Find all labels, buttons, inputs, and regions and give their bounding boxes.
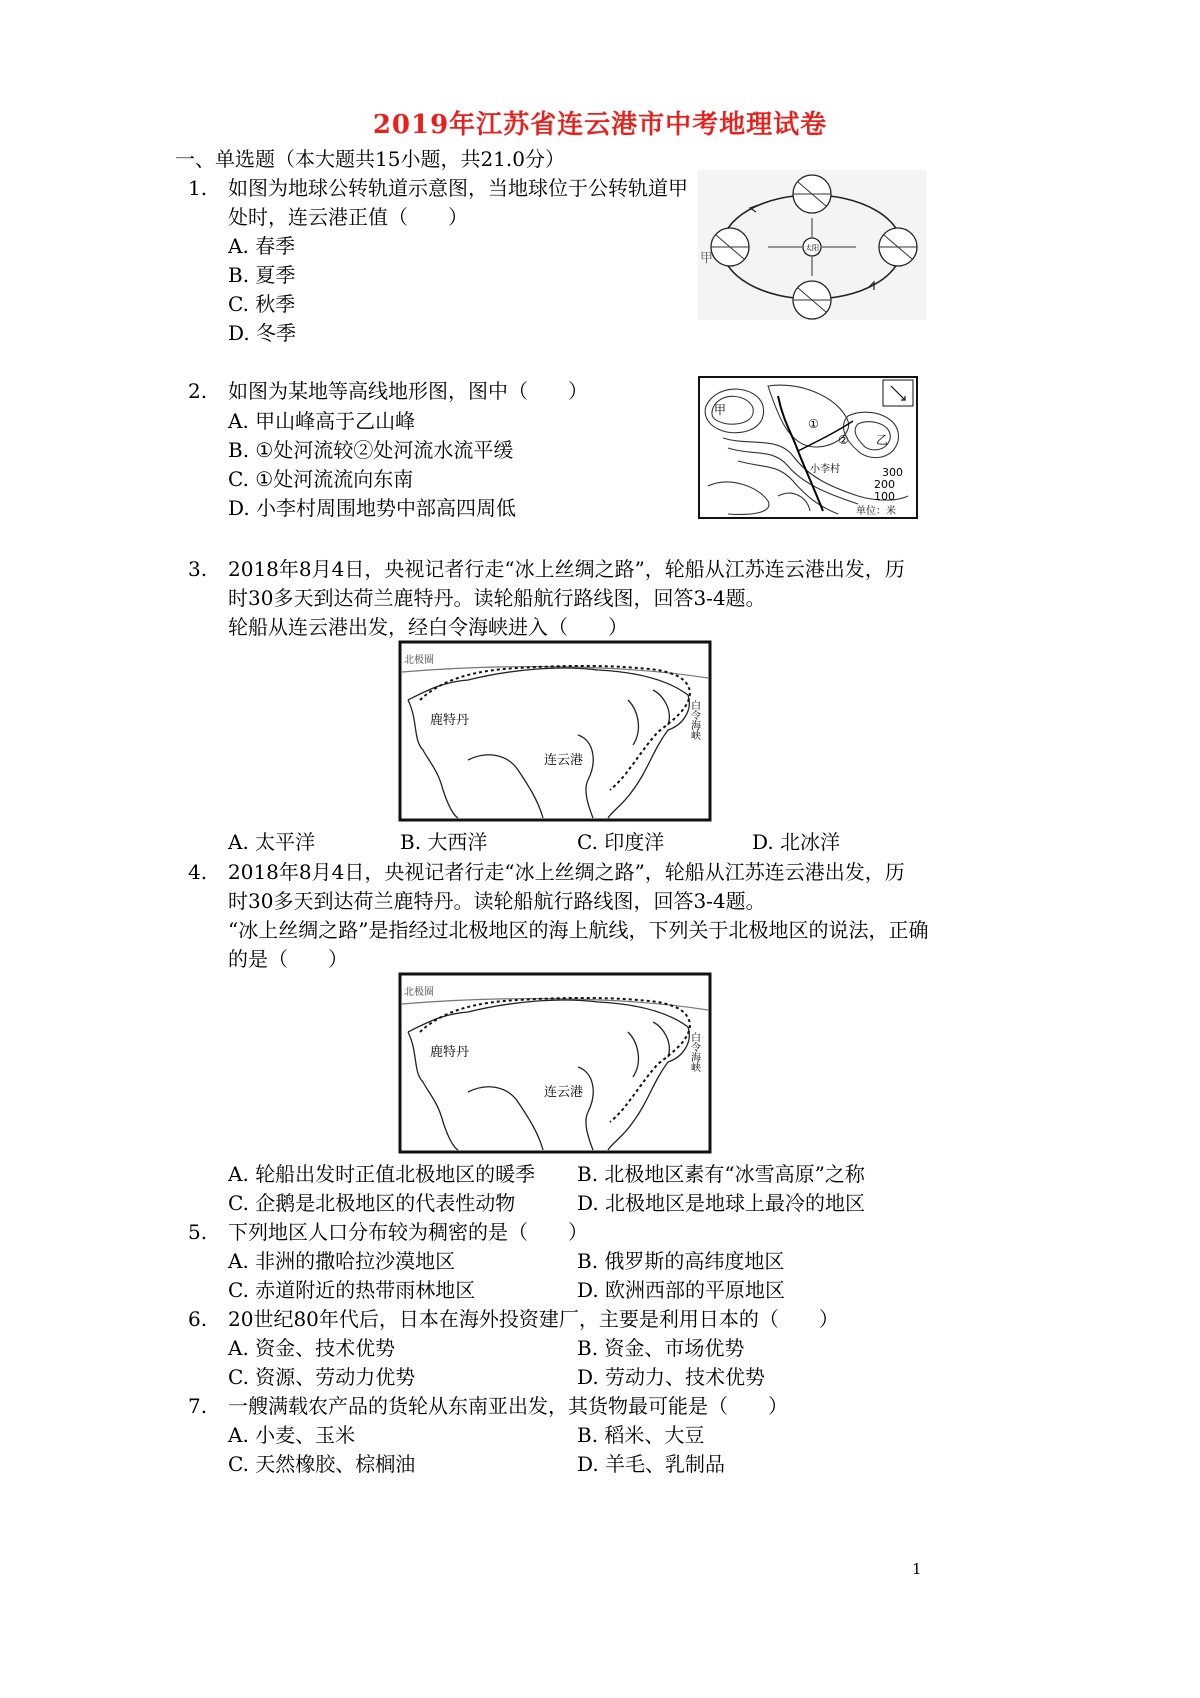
- question-text: 轮船从连云港出发，经白令海峡进入（ ）: [228, 615, 628, 639]
- question-number: 1.: [188, 176, 208, 200]
- contour-300: 300: [882, 466, 903, 479]
- question-number: 4.: [188, 860, 208, 884]
- question-text: 处时，连云港正值（ ）: [228, 205, 468, 229]
- lianyungang-label: 连云港: [544, 1085, 584, 1100]
- option-b[interactable]: B. ①处河流较②处河流水流平缓: [228, 438, 514, 462]
- question-number: 5.: [188, 1220, 208, 1244]
- question-text: 时30多天到达荷兰鹿特丹。读轮船航行路线图，回答3-4题。: [228, 889, 766, 913]
- option-c[interactable]: C. 赤道附近的热带雨林地区: [228, 1278, 476, 1302]
- option-a[interactable]: A. 轮船出发时正值北极地区的暖季: [228, 1162, 536, 1186]
- unit-label: 单位：米: [856, 506, 896, 517]
- option-c[interactable]: C. 企鹅是北极地区的代表性动物: [228, 1191, 516, 1215]
- option-b[interactable]: B. 北极地区素有“冰雪高原”之称: [577, 1162, 865, 1186]
- option-d[interactable]: D. 羊毛、乳制品: [577, 1452, 726, 1476]
- option-b[interactable]: B. 大西洋: [400, 830, 488, 854]
- question-number: 6.: [188, 1307, 208, 1331]
- option-d[interactable]: D. 北极地区是地球上最冷的地区: [577, 1191, 866, 1215]
- question-number: 7.: [188, 1394, 208, 1418]
- point-1-label: ①: [808, 417, 819, 431]
- question-number: 2.: [188, 379, 208, 403]
- sun-label: 太阳: [805, 244, 819, 252]
- contour-200: 200: [874, 478, 895, 491]
- question-text: 的是（ ）: [228, 947, 348, 971]
- option-c[interactable]: C. 秋季: [228, 292, 296, 316]
- option-d[interactable]: D. 小李村周围地势中部高四周低: [228, 496, 517, 520]
- option-b[interactable]: B. 夏季: [228, 263, 296, 287]
- arctic-circle-label: 北极圈: [404, 987, 434, 998]
- option-c[interactable]: C. 资源、劳动力优势: [228, 1365, 416, 1389]
- option-a[interactable]: A. 资金、技术优势: [228, 1336, 396, 1360]
- lianyungang-label: 连云港: [544, 753, 584, 768]
- option-d[interactable]: D. 欧洲西部的平原地区: [577, 1278, 786, 1302]
- option-b[interactable]: B. 资金、市场优势: [577, 1336, 745, 1360]
- page-title: 2019年江苏省连云港市中考地理试卷: [372, 110, 828, 140]
- option-d[interactable]: D. 冬季: [228, 321, 297, 345]
- option-b[interactable]: B. 稻米、大豆: [577, 1423, 705, 1447]
- question-text: 下列地区人口分布较为稠密的是（ ）: [228, 1220, 588, 1244]
- option-a[interactable]: A. 小麦、玉米: [228, 1423, 356, 1447]
- option-a[interactable]: A. 太平洋: [228, 830, 316, 854]
- question-number: 3.: [188, 557, 208, 581]
- question-text: 一艘满载农产品的货轮从东南亚出发，其货物最可能是（ ）: [228, 1394, 788, 1418]
- route-map: [398, 640, 712, 822]
- question-text: 2018年8月4日，央视记者行走“冰上丝绸之路”，轮船从江苏连云港出发，历: [228, 860, 905, 884]
- option-c[interactable]: C. 印度洋: [577, 830, 665, 854]
- contour-100: 100: [874, 490, 895, 503]
- option-a[interactable]: A. 甲山峰高于乙山峰: [228, 409, 416, 433]
- route-map: [398, 972, 712, 1154]
- question-text: 如图为某地等高线地形图，图中（ ）: [228, 379, 588, 403]
- village-label: 小李村: [810, 464, 840, 475]
- peak-jia-label: 甲: [714, 403, 727, 417]
- bering-strait-label: 白令海峡: [688, 700, 700, 740]
- option-d[interactable]: D. 北冰洋: [752, 830, 841, 854]
- label-jia: 甲: [700, 251, 714, 266]
- option-c[interactable]: C. 天然橡胶、棕榈油: [228, 1452, 416, 1476]
- section-heading: 一、单选题（本大题共15小题，共21.0分）: [175, 147, 565, 171]
- option-a[interactable]: A. 春季: [228, 234, 296, 258]
- option-b[interactable]: B. 俄罗斯的高纬度地区: [577, 1249, 785, 1273]
- peak-yi-label: 乙: [876, 433, 889, 447]
- option-c[interactable]: C. ①处河流流向东南: [228, 467, 414, 491]
- orbit-diagram: [698, 170, 926, 320]
- question-text: 2018年8月4日，央视记者行走“冰上丝绸之路”，轮船从江苏连云港出发，历: [228, 557, 905, 581]
- rotterdam-label: 鹿特丹: [430, 713, 470, 728]
- page-number: 1: [912, 1560, 922, 1578]
- contour-map: [698, 376, 918, 519]
- option-d[interactable]: D. 劳动力、技术优势: [577, 1365, 766, 1389]
- option-a[interactable]: A. 非洲的撒哈拉沙漠地区: [228, 1249, 456, 1273]
- question-text: 时30多天到达荷兰鹿特丹。读轮船航行路线图，回答3-4题。: [228, 586, 766, 610]
- question-text: 如图为地球公转轨道示意图，当地球位于公转轨道甲: [228, 176, 688, 200]
- arctic-circle-label: 北极圈: [404, 655, 434, 666]
- question-text: “冰上丝绸之路”是指经过北极地区的海上航线，下列关于北极地区的说法，正确: [228, 918, 929, 942]
- point-2-label: ②: [838, 433, 849, 447]
- rotterdam-label: 鹿特丹: [430, 1045, 470, 1060]
- bering-strait-label: 白令海峡: [688, 1032, 700, 1072]
- question-text: 20世纪80年代后，日本在海外投资建厂，主要是利用日本的（ ）: [228, 1307, 839, 1331]
